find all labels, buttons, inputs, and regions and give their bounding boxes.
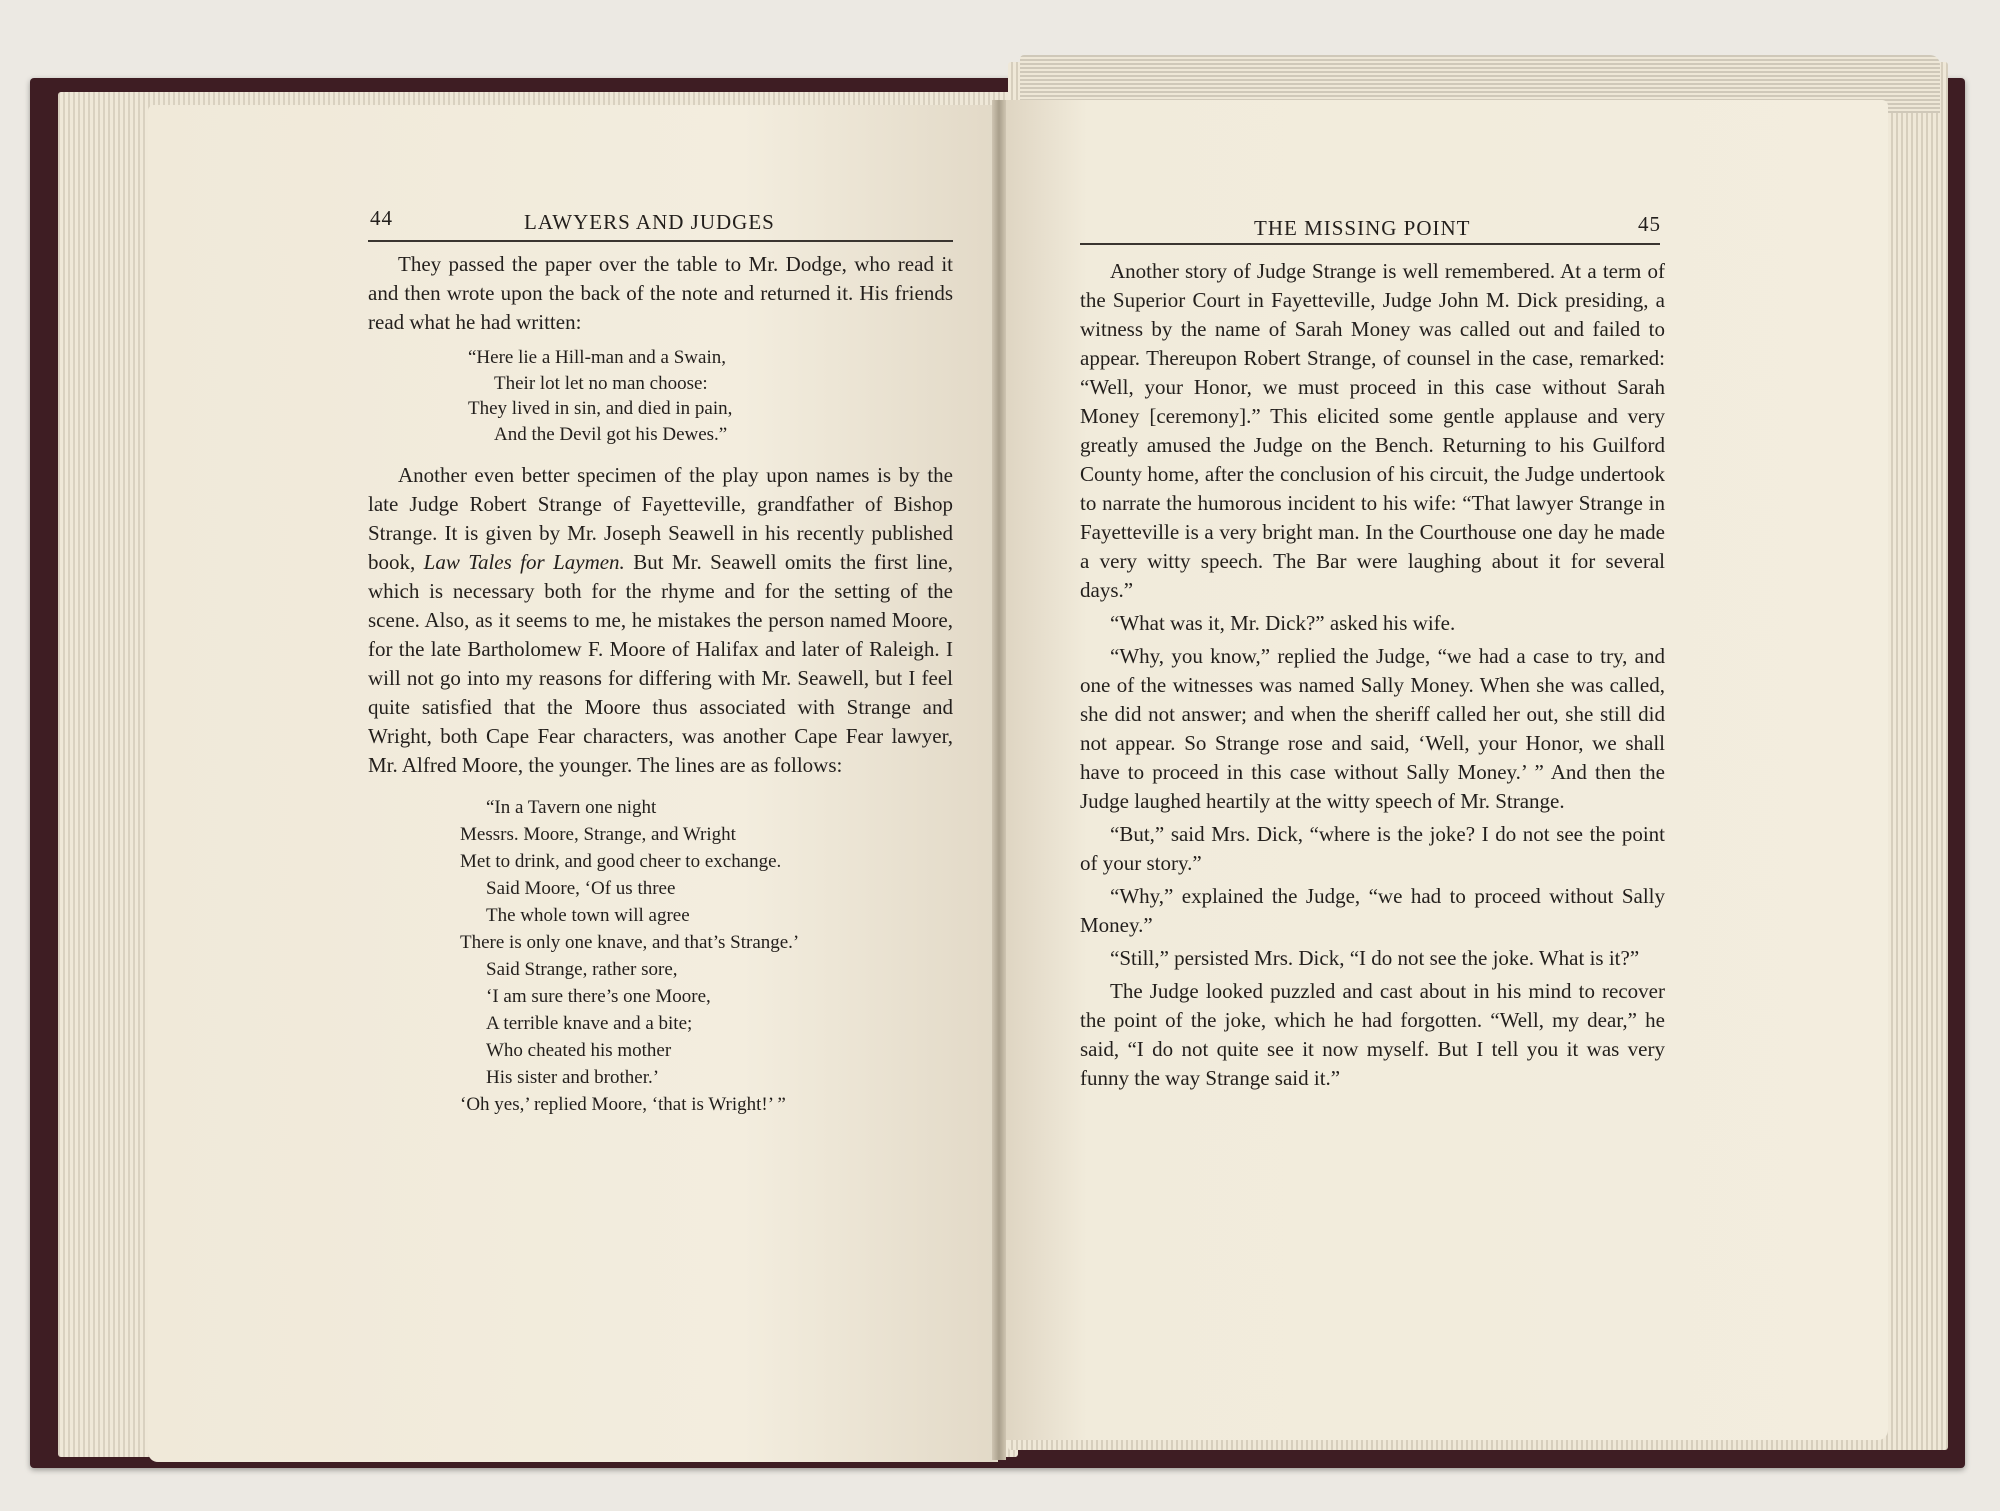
right-header-rule xyxy=(1080,243,1660,245)
verse-line: Met to drink, and good cheer to exchange. xyxy=(460,851,782,872)
verse-line: The whole town will agree xyxy=(486,905,690,926)
verse-line: ‘Oh yes,’ replied Moore, ‘that is Wright!’ ” xyxy=(460,1094,786,1115)
verse-line: ‘I am sure there’s one Moore, xyxy=(486,986,711,1007)
paragraph: “But,” said Mrs. Dick, “where is the joke? I do not see the point of your story.” xyxy=(1080,822,1665,875)
verse-line: A terrible knave and a bite; xyxy=(486,1013,693,1034)
paragraph: “Why, you know,” replied the Judge, “we had a case to try, and one of the witnesses was named Sally Money. When she was called, she did not answer; and when the sheriff called her out, she still did not appear. So Strange rose and said, ‘Well, your Honor, we shall have to proceed in this case without Sally Money.’ ” And then the Judge laughed heartily at the witty speech of Mr. Strange. xyxy=(1080,644,1665,813)
paragraph: The Judge looked puzzled and cast about in his mind to recover the point of the joke, which he had forgotten. “Well, my dear,” he said, “I do not quite see it now myself. But I tell you it was very funny the way Strange said it.” xyxy=(1080,979,1665,1090)
verse-line: Messrs. Moore, Strange, and Wright xyxy=(460,824,736,845)
verse-line: Said Strange, rather sore, xyxy=(486,959,678,980)
left-header-rule xyxy=(368,240,953,242)
paragraph: “Why,” explained the Judge, “we had to proceed without Sally Money.” xyxy=(1080,884,1665,937)
right-running-head: THE MISSING POINT xyxy=(1254,216,1471,240)
paragraph-text: But Mr. Seawell omits the first line, which is necessary both for the rhyme and for the setting of the scene. Also, as it seems to me, he mistakes the person named Moore, for the late Bartholomew F. Moore of Halifax and later of Raleigh. I will not go into my reasons for differing with Mr. Seawell, but I feel quite satisfied that the Moore thus associated with Strange and Wright, both Cape Fear characters, was another Cape Fear lawyer, Mr. Alfred Moore, the younger. The lines are as follows: xyxy=(368,550,953,777)
verse-epitaph xyxy=(368,345,953,447)
paragraph: “Still,” persisted Mrs. Dick, “I do not see the joke. What is it?” xyxy=(1110,946,1640,970)
verse-line: And the Devil got his Dewes.” xyxy=(494,423,728,445)
verse-line: They lived in sin, and died in pain, xyxy=(468,398,733,419)
book-title: Law Tales for Laymen. xyxy=(423,550,625,574)
verse-line: “Here lie a Hill-man and a Swain, xyxy=(468,347,726,368)
verse-line: There is only one knave, and that’s Strange.’ xyxy=(460,932,800,953)
verse-line: Who cheated his mother xyxy=(486,1040,672,1061)
paragraph: “What was it, Mr. Dick?” asked his wife. xyxy=(1110,611,1456,635)
left-page-number: 44 xyxy=(370,206,393,230)
left-page-text xyxy=(368,250,953,1132)
paragraph-text: Another even better specimen of the play upon names is by the late Judge Robert Strange of Fayetteville, grandfather of Bishop Strange. It is given by Mr. Joseph Seawell in his recently published book, xyxy=(368,463,953,574)
right-page-text xyxy=(1080,257,1665,1097)
verse-line: His sister and brother.’ xyxy=(486,1067,660,1088)
verse-line: Their lot let no man choose: xyxy=(494,372,708,394)
left-running-head: LAWYERS AND JUDGES xyxy=(524,210,775,234)
verse-line: Said Moore, ‘Of us three xyxy=(486,878,676,899)
paragraph: Another story of Judge Strange is well remembered. At a term of the Superior Court in Fayetteville, Judge John M. Dick presiding, a witness by the name of Sarah Money was called out and failed to appear. Thereupon Robert Strange, of counsel in the case, remarked: “Well, your Honor, we must proceed in this case without Sarah Money [ceremony].” This elicited some gentle applause and very greatly amused the Judge on the Bench. Returning to his Guilford County home, after the conclusion of his circuit, the Judge undertook to narrate the humorous incident to his wife: “That lawyer Strange in Fayetteville is a very bright man. In the Courthouse one day he made a very witty speech. The Bar were laughing about it for several days.” xyxy=(1080,259,1665,602)
verse-line: “In a Tavern one night xyxy=(486,797,657,818)
paragraph: They passed the paper over the table to Mr. Dodge, who read it and then wrote upon the back of the note and returned it. His friends read what he had written: xyxy=(368,252,953,334)
right-page-number: 45 xyxy=(1638,212,1661,236)
paragraph xyxy=(368,461,953,780)
verse-tavern xyxy=(368,794,953,1118)
book-gutter xyxy=(992,100,1006,1460)
